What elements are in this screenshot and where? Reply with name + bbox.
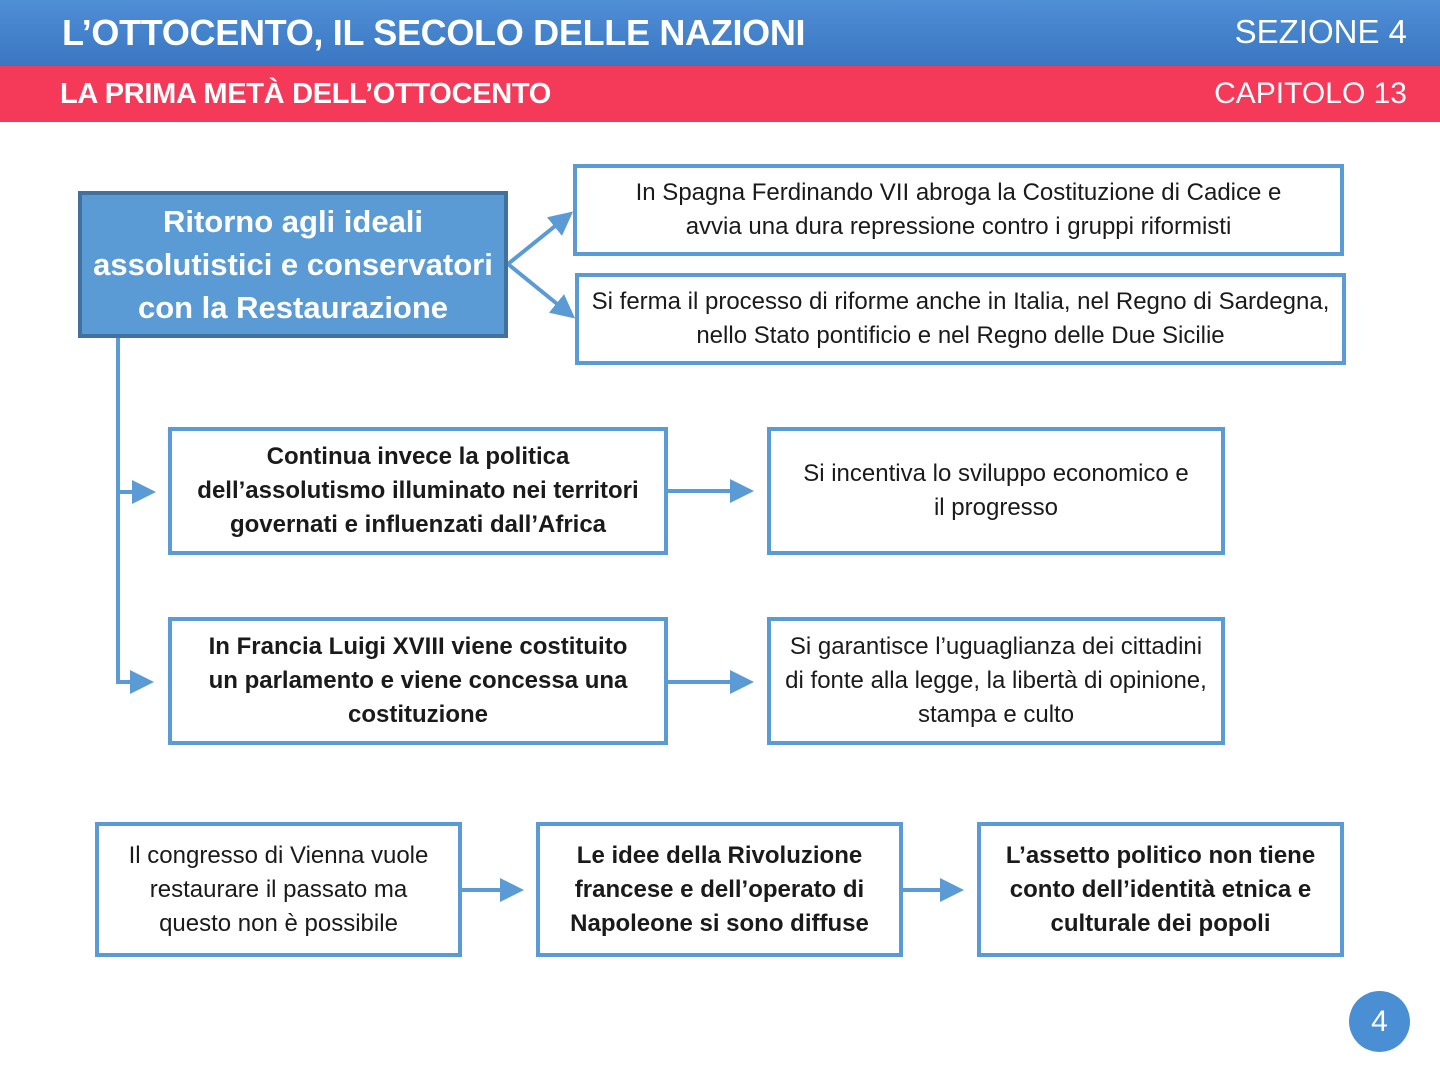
main-concept-box — [78, 191, 508, 338]
spagna-text: In Spagna Ferdinando VII abroga la Costituzione di Cadice e avvia una dura repressione contro i gruppi riformisti — [635, 179, 1282, 240]
francia-box — [168, 617, 668, 745]
idee-box — [536, 822, 903, 957]
uguaglianza-box — [767, 617, 1225, 745]
uguaglianza-text: Si garantisce l’uguaglianza dei cittadini di fonte alla legge, la libertà di opinione, stampa e culto — [785, 633, 1207, 728]
assetto-box — [977, 822, 1344, 957]
assolutismo-box — [168, 427, 668, 555]
assetto-text: L’assetto politico non tiene conto dell’identità etnica e culturale dei popoli — [1005, 841, 1316, 937]
header-title: L’OTTOCENTO, IL SECOLO DELLE NAZIONI — [62, 12, 806, 53]
sviluppo-box — [767, 427, 1225, 555]
vienna-text: Il congresso di Vienna vuole restaurare il passato ma questo non è possibile — [128, 841, 429, 937]
arrow-main-to-spagna — [508, 214, 570, 264]
francia-text: In Francia Luigi XVIII viene costituito un parlamento e viene concessa una costituzione — [208, 633, 628, 728]
idee-text: Le idee della Rivoluzione francese e dell’operato di Napoleone si sono diffuse — [570, 841, 869, 937]
vienna-box — [95, 822, 462, 957]
main-concept-text: Ritorno agli ideali assolutistici e conservatori con la Restaurazione — [93, 204, 493, 325]
page-number: 4 — [1371, 1004, 1388, 1038]
arrow-main-to-italia — [508, 264, 572, 316]
spagna-box — [573, 164, 1344, 256]
chapter-label: CAPITOLO 13 — [1214, 77, 1407, 110]
section-label: SEZIONE 4 — [1234, 13, 1407, 50]
italia-text: Si ferma il processo di riforme anche in Italia, nel Regno di Sardegna, nello Stato pontificio e nel Regno delle Due Sicilie — [591, 288, 1330, 349]
sviluppo-text: Si incentiva lo sviluppo economico e il progresso — [803, 460, 1189, 521]
assolutismo-text: Continua invece la politica dell’assolutismo illuminato nei territori governati e influenzati dall’Africa — [197, 443, 639, 538]
italia-box — [575, 273, 1346, 365]
subheader-title: LA PRIMA METÀ DELL’OTTOCENTO — [60, 78, 552, 110]
page-number-badge — [1349, 991, 1410, 1052]
connector-vertical — [118, 338, 150, 682]
